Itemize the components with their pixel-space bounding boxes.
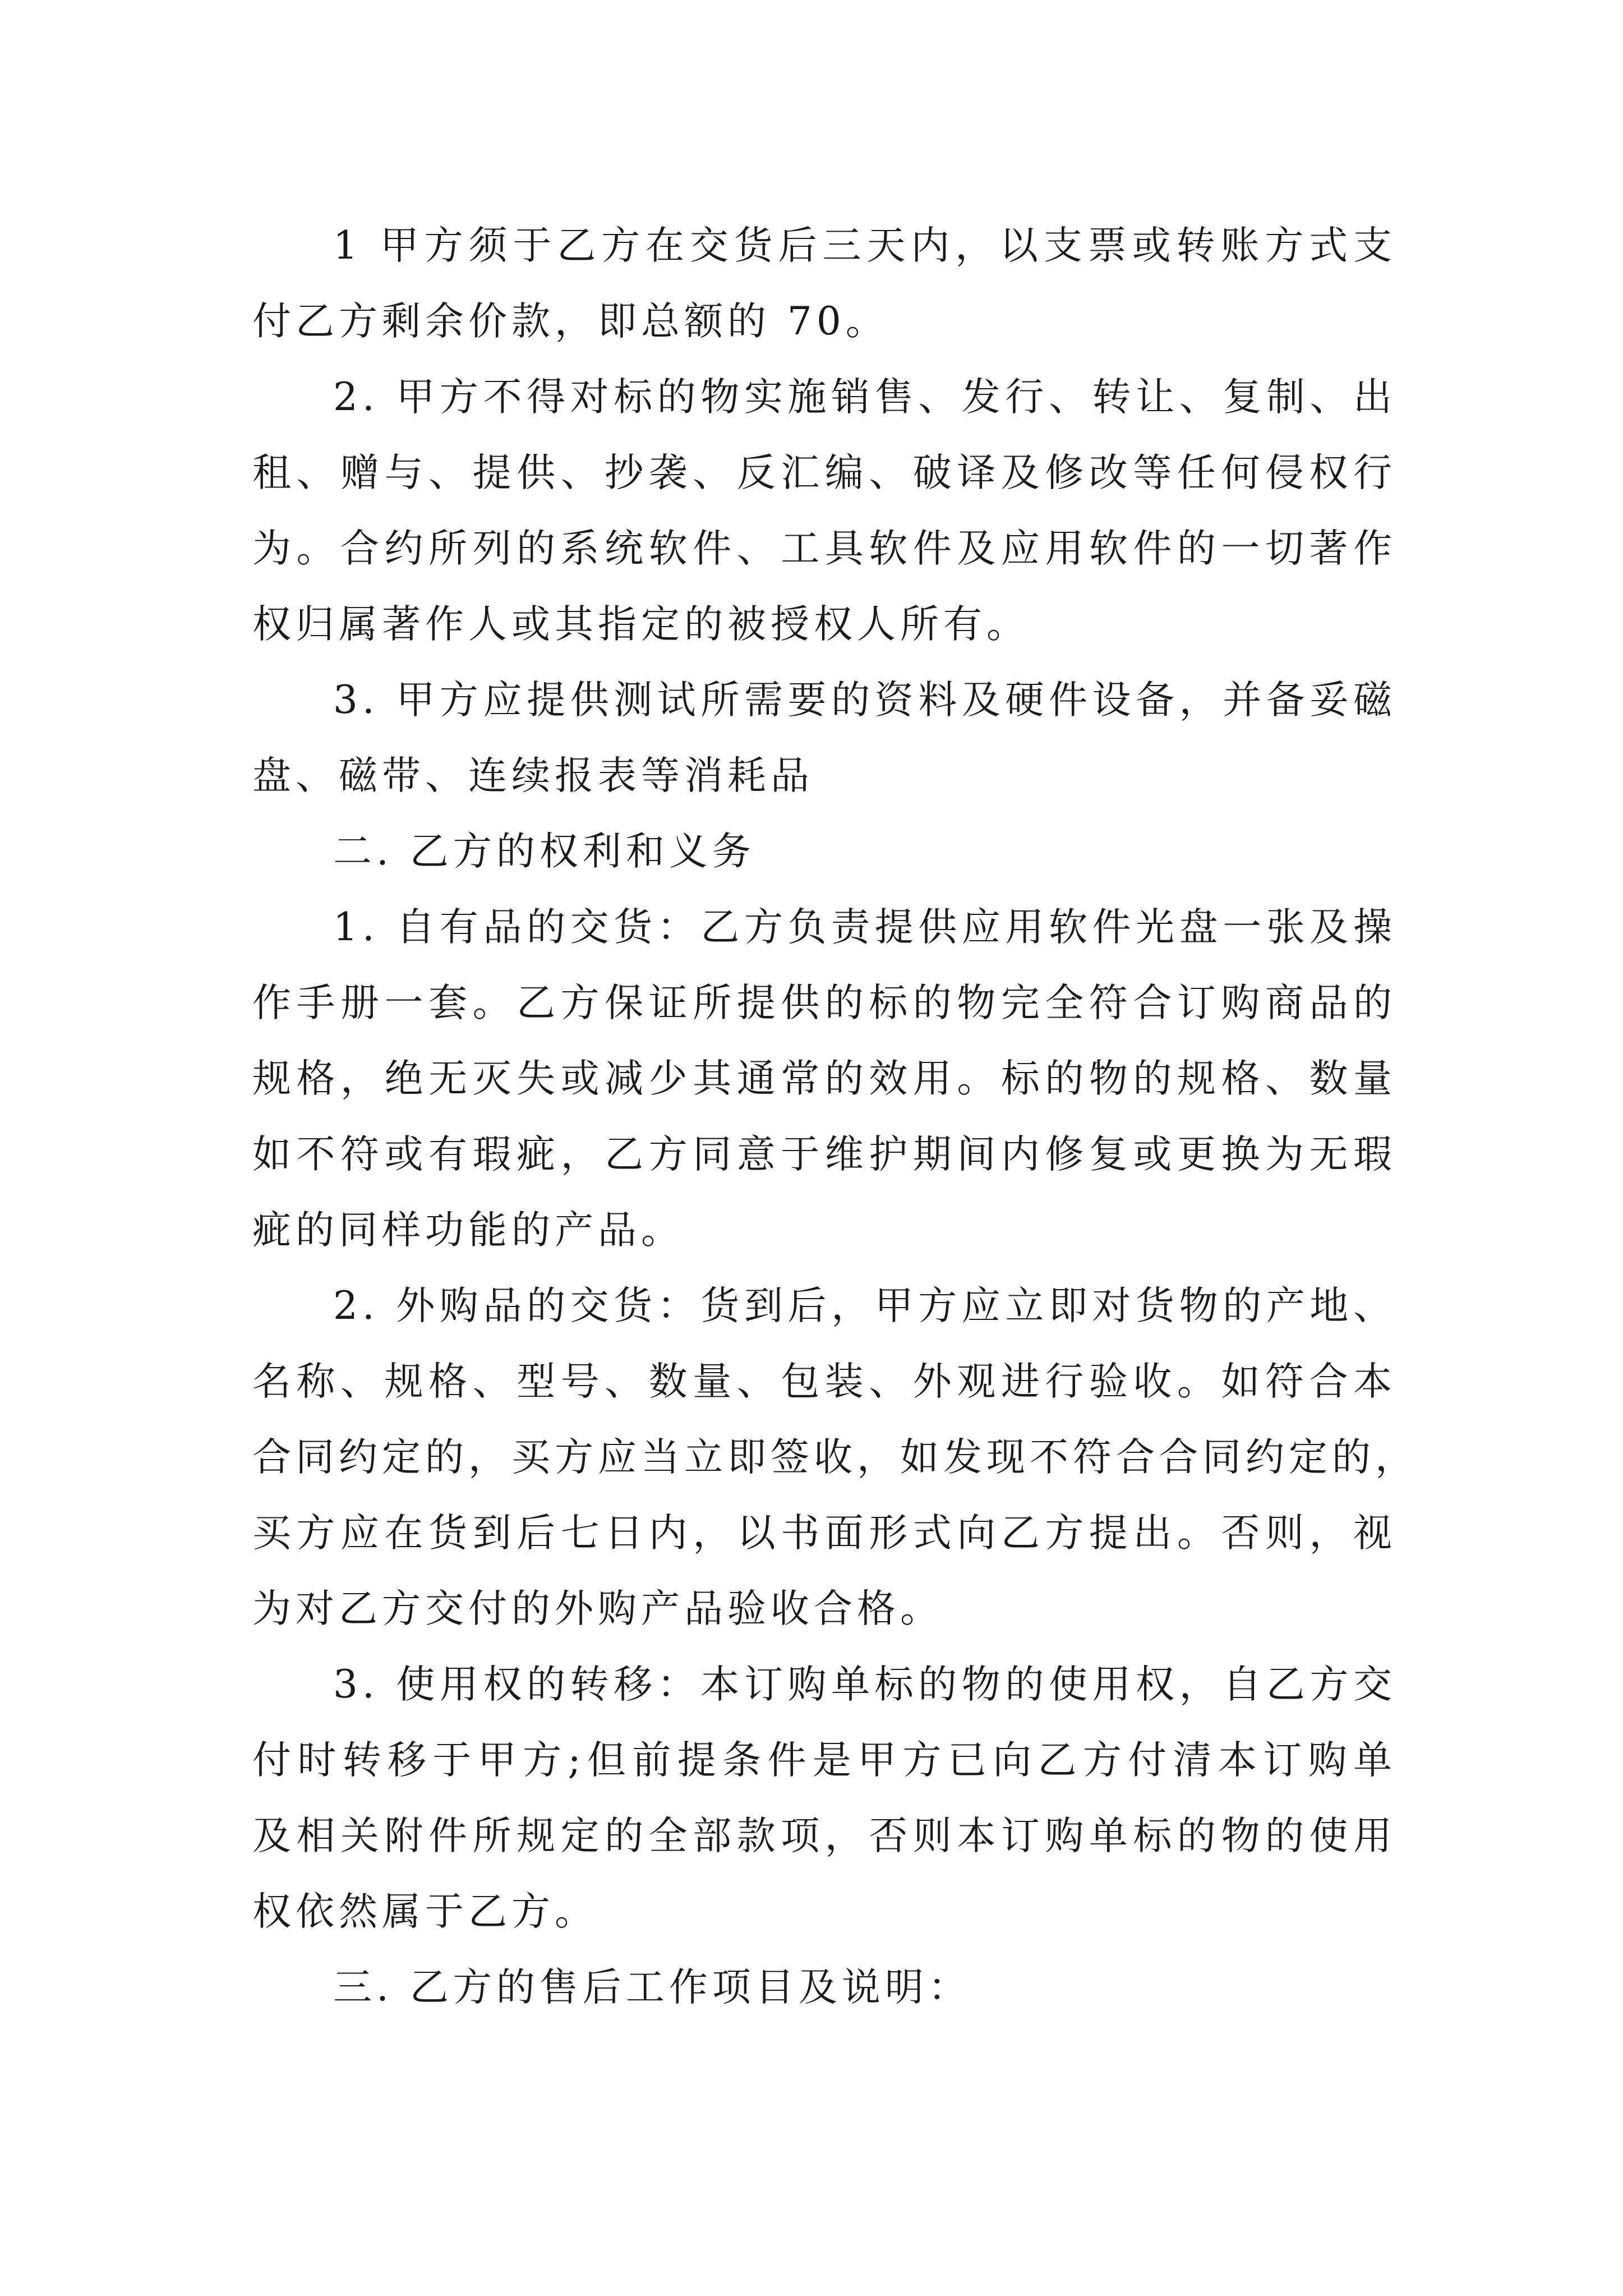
paragraph-line: 作手册一套。乙方保证所提供的标的物完全符合订购商品的	[252, 981, 1396, 1025]
paragraph-line: 名称、规格、型号、数量、包装、外观进行验收。如符合本	[252, 1359, 1396, 1404]
paragraph-line: 付乙方剩余价款，即总额的 70。	[252, 299, 889, 344]
paragraph-line: 3. 甲方应提供测试所需要的资料及硬件设备，并备妥磁	[333, 678, 1396, 723]
paragraph-line: 买方应在货到后七日内，以书面形式向乙方提出。否则，视	[252, 1511, 1396, 1556]
paragraph-line: 付时转移于甲方;但前提条件是甲方已向乙方付清本订购单	[252, 1738, 1396, 1783]
paragraph-line: 为。合约所列的系统软件、工具软件及应用软件的一切著作	[252, 526, 1396, 571]
paragraph-line: 权归属著作人或其指定的被授权人所有。	[252, 602, 1030, 647]
paragraph-line: 规格，绝无灭失或减少其通常的效用。标的物的规格、数量	[252, 1056, 1396, 1101]
paragraph-line: 合同约定的，买方应当立即签收，如发现不符合合同约定的，	[252, 1435, 1418, 1480]
paragraph-line: 如不符或有瑕疵，乙方同意于维护期间内修复或更换为无瑕	[252, 1132, 1396, 1177]
section-heading: 三. 乙方的售后工作项目及说明：	[333, 1965, 971, 2010]
paragraph-line: 疵的同样功能的产品。	[252, 1208, 684, 1253]
paragraph-line: 2. 甲方不得对标的物实施销售、发行、转让、复制、出	[333, 375, 1396, 420]
paragraph-line: 2. 外购品的交货：货到后，甲方应立即对货物的产地、	[333, 1283, 1396, 1328]
section-heading: 二. 乙方的权利和义务	[333, 829, 755, 874]
paragraph-line: 租、赠与、提供、抄袭、反汇编、破译及修改等任何侵权行	[252, 450, 1396, 495]
paragraph-line: 盘、磁带、连续报表等消耗品	[252, 753, 814, 798]
paragraph-line: 3. 使用权的转移：本订购单标的物的使用权，自乙方交	[333, 1662, 1396, 1707]
paragraph-line: 1. 自有品的交货：乙方负责提供应用软件光盘一张及操	[333, 905, 1396, 950]
paragraph-line: 为对乙方交付的外购产品验收合格。	[252, 1586, 943, 1631]
paragraph-line: 权依然属于乙方。	[252, 1889, 598, 1934]
paragraph-line: 及相关附件所规定的全部款项，否则本订购单标的物的使用	[252, 1814, 1396, 1858]
paragraph-line: 1 甲方须于乙方在交货后三天内，以支票或转账方式支	[333, 223, 1396, 268]
